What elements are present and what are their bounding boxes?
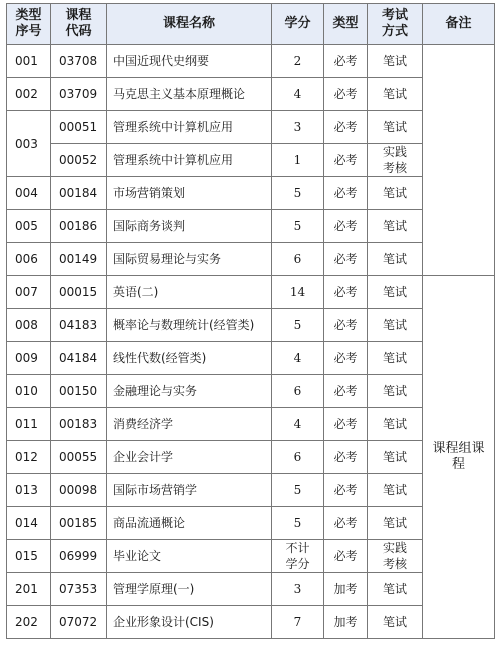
group-note: [423, 276, 495, 639]
type-cell: 必考: [324, 309, 368, 342]
credits-cell: 4: [272, 78, 324, 111]
table-row: [7, 210, 495, 243]
name-cell: 毕业论文: [107, 540, 272, 573]
seq-cell: 010: [7, 375, 51, 408]
table-row: [7, 243, 495, 276]
credits-cell: 6: [272, 375, 324, 408]
name-cell: 商品流通概论: [107, 507, 272, 540]
header-seq: [7, 4, 51, 45]
table-row: [7, 573, 495, 606]
code-cell: 00149: [51, 243, 107, 276]
table-row: [7, 177, 495, 210]
header-seq-line1: 类型: [15, 8, 42, 23]
seq-cell: 005: [7, 210, 51, 243]
name-cell: 线性代数(经管类): [107, 342, 272, 375]
seq-cell: 004: [7, 177, 51, 210]
code-cell: 06999: [51, 540, 107, 573]
credits-cell: 不计学分: [272, 540, 324, 573]
type-cell: 必考: [324, 177, 368, 210]
seq-cell: 201: [7, 573, 51, 606]
type-cell: 加考: [324, 606, 368, 639]
code-cell: 00098: [51, 474, 107, 507]
table-row: [7, 474, 495, 507]
header-type: 类型: [324, 4, 368, 45]
name-cell: 国际贸易理论与实务: [107, 243, 272, 276]
name-cell: 马克思主义基本原理概论: [107, 78, 272, 111]
credits-cell: 7: [272, 606, 324, 639]
name-cell: 英语(二): [107, 276, 272, 309]
name-cell: 企业会计学: [107, 441, 272, 474]
table-row: [7, 408, 495, 441]
table-row: [7, 309, 495, 342]
code-cell: 00185: [51, 507, 107, 540]
note-cell-empty: [423, 45, 495, 276]
header-note: 备注: [423, 4, 495, 45]
type-cell: 必考: [324, 45, 368, 78]
credits-cell: 5: [272, 177, 324, 210]
credits-cell: 5: [272, 210, 324, 243]
code-cell: 00184: [51, 177, 107, 210]
table-row: [7, 342, 495, 375]
table-row: [7, 276, 495, 309]
table-header: [7, 4, 495, 45]
table-row: [7, 375, 495, 408]
credits-cell: 5: [272, 474, 324, 507]
exam-cell: 笔试: [368, 507, 423, 540]
code-cell: 00150: [51, 375, 107, 408]
course-table-container: [6, 3, 494, 639]
credits-cell: 2: [272, 45, 324, 78]
header-exam-line1: 考试: [381, 8, 408, 23]
code-cell: 00183: [51, 408, 107, 441]
table-row: [7, 507, 495, 540]
name-cell: 企业形象设计(CIS): [107, 606, 272, 639]
seq-cell: 008: [7, 309, 51, 342]
table-row: [7, 144, 495, 177]
name-cell: 概率论与数理统计(经管类): [107, 309, 272, 342]
exam-cell: 笔试: [368, 408, 423, 441]
name-cell: 金融理论与实务: [107, 375, 272, 408]
name-cell: 中国近现代史纲要: [107, 45, 272, 78]
code-cell: 07072: [51, 606, 107, 639]
credits-cell: 4: [272, 408, 324, 441]
table-row: [7, 45, 495, 78]
header-row: [7, 4, 495, 45]
exam-cell: 实践考核: [368, 540, 423, 573]
seq-cell: 014: [7, 507, 51, 540]
seq-cell: 007: [7, 276, 51, 309]
header-code-line1: 课程: [65, 8, 92, 23]
exam-cell: 笔试: [368, 342, 423, 375]
table-row: [7, 441, 495, 474]
credits-cell: 5: [272, 309, 324, 342]
type-cell: 必考: [324, 276, 368, 309]
seq-cell: 002: [7, 78, 51, 111]
exam-cell: 笔试: [368, 78, 423, 111]
name-cell: 市场营销策划: [107, 177, 272, 210]
credits-cell: 14: [272, 276, 324, 309]
code-cell: 04183: [51, 309, 107, 342]
seq-cell: 202: [7, 606, 51, 639]
course-table: [6, 3, 495, 639]
exam-cell: 笔试: [368, 474, 423, 507]
name-cell: 国际市场营销学: [107, 474, 272, 507]
exam-cell: 笔试: [368, 573, 423, 606]
exam-cell: 笔试: [368, 375, 423, 408]
name-cell: 国际商务谈判: [107, 210, 272, 243]
group-note-text: 课程组课程: [432, 441, 485, 472]
exam-cell: 笔试: [368, 309, 423, 342]
exam-cell: 笔试: [368, 45, 423, 78]
type-cell: 必考: [324, 144, 368, 177]
type-cell: 必考: [324, 441, 368, 474]
table-row: [7, 78, 495, 111]
type-cell: 必考: [324, 540, 368, 573]
table-row: [7, 111, 495, 144]
seq-cell: 011: [7, 408, 51, 441]
code-cell: 00055: [51, 441, 107, 474]
name-cell: 管理系统中计算机应用: [107, 111, 272, 144]
exam-cell: 笔试: [368, 276, 423, 309]
type-cell: 必考: [324, 78, 368, 111]
name-cell: 管理学原理(一): [107, 573, 272, 606]
name-cell: 消费经济学: [107, 408, 272, 441]
seq-cell: 009: [7, 342, 51, 375]
type-cell: 加考: [324, 573, 368, 606]
credits-cell: 4: [272, 342, 324, 375]
exam-cell: 笔试: [368, 441, 423, 474]
credits-cell: 3: [272, 573, 324, 606]
table-body: [7, 45, 495, 639]
exam-cell: 笔试: [368, 243, 423, 276]
seq-cell: 012: [7, 441, 51, 474]
name-cell: 管理系统中计算机应用: [107, 144, 272, 177]
type-cell: 必考: [324, 243, 368, 276]
header-code-line2: 代码: [65, 24, 92, 39]
seq-cell: 013: [7, 474, 51, 507]
code-cell: 04184: [51, 342, 107, 375]
code-cell: 03709: [51, 78, 107, 111]
credits-cell: 5: [272, 507, 324, 540]
header-code: [51, 4, 107, 45]
exam-cell: 实践考核: [368, 144, 423, 177]
credits-cell: 3: [272, 111, 324, 144]
type-cell: 必考: [324, 408, 368, 441]
exam-cell: 笔试: [368, 210, 423, 243]
credits-cell: 6: [272, 441, 324, 474]
header-exam: [368, 4, 423, 45]
code-cell: 00186: [51, 210, 107, 243]
header-seq-line2: 序号: [15, 24, 42, 39]
type-cell: 必考: [324, 210, 368, 243]
seq-cell: 001: [7, 45, 51, 78]
seq-cell: 006: [7, 243, 51, 276]
table-row: [7, 540, 495, 573]
type-cell: 必考: [324, 474, 368, 507]
exam-cell: 笔试: [368, 111, 423, 144]
header-name: 课程名称: [107, 4, 272, 45]
type-cell: 必考: [324, 507, 368, 540]
code-cell: 00052: [51, 144, 107, 177]
credits-cell: 6: [272, 243, 324, 276]
exam-cell: 笔试: [368, 606, 423, 639]
type-cell: 必考: [324, 375, 368, 408]
code-cell: 00015: [51, 276, 107, 309]
code-cell: 03708: [51, 45, 107, 78]
table-row: [7, 606, 495, 639]
header-credits: 学分: [272, 4, 324, 45]
code-cell: 00051: [51, 111, 107, 144]
credits-cell: 1: [272, 144, 324, 177]
type-cell: 必考: [324, 342, 368, 375]
code-cell: 07353: [51, 573, 107, 606]
type-cell: 必考: [324, 111, 368, 144]
exam-cell: 笔试: [368, 177, 423, 210]
seq-cell: 015: [7, 540, 51, 573]
header-exam-line2: 方式: [381, 24, 408, 39]
seq-cell: 003: [7, 111, 51, 177]
